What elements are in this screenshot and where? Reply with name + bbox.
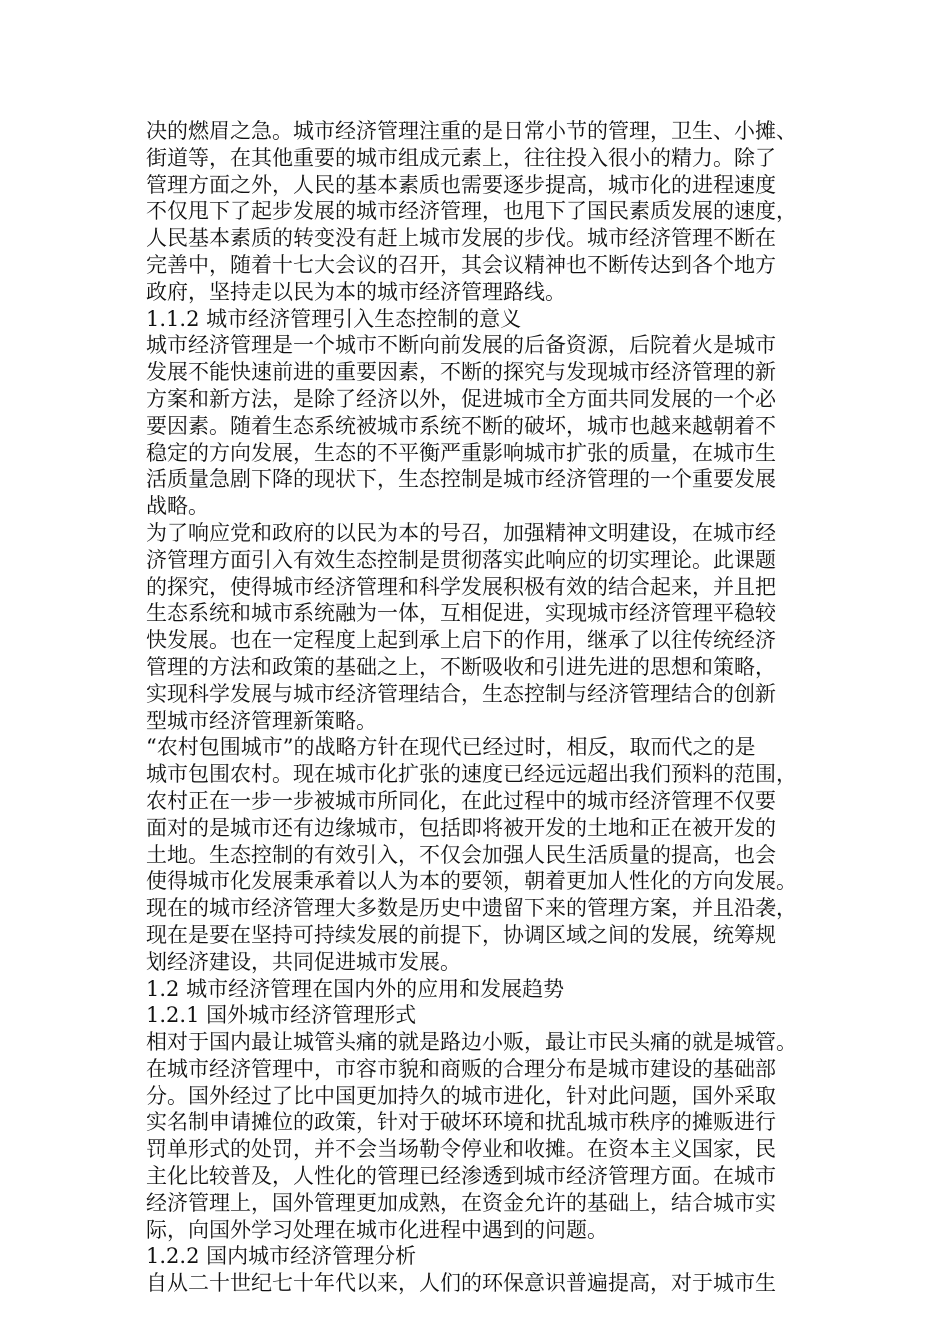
paragraph-line: 要因素。随着生态系统被城市系统不断的破坏，城市也越来越朝着不	[146, 413, 776, 438]
paragraph-line: 面对的是城市还有边缘城市，包括即将被开发的土地和正在被开发的	[146, 815, 776, 840]
paragraph-line: 际，向国外学习处理在城市化进程中遇到的问题。	[146, 1217, 608, 1242]
paragraph-line: 人民基本素质的转变没有赶上城市发展的步伐。城市经济管理不断在	[146, 226, 776, 251]
paragraph-line: 的探究，使得城市经济管理和科学发展积极有效的结合起来，并且把	[146, 574, 776, 599]
section-heading: 1.2 城市经济管理在国内外的应用和发展趋势	[146, 976, 565, 1001]
paragraph-line: 街道等，在其他重要的城市组成元素上，往往投入很小的精力。除了	[146, 145, 776, 170]
paragraph-line: 战略。	[146, 494, 209, 519]
paragraph-line: 实现科学发展与城市经济管理结合，生态控制与经济管理结合的创新	[146, 681, 776, 706]
paragraph-line: 分。国外经过了比中国更加持久的城市进化，针对此问题，国外采取	[146, 1083, 776, 1108]
paragraph-line: 决的燃眉之急。城市经济管理注重的是日常小节的管理，卫生、小摊、	[146, 119, 797, 143]
paragraph-line: 发展不能快速前进的重要因素，不断的探究与发现城市经济管理的新	[146, 360, 776, 385]
paragraph-line: 使得城市化发展秉承着以人为本的要领，朝着更加人性化的方向发展。	[146, 869, 797, 894]
paragraph-line: 型城市经济管理新策略。	[146, 708, 377, 733]
paragraph-line: 方案和新方法，是除了经济以外，促进城市全方面共同发展的一个必	[146, 386, 776, 411]
section-heading: 1.2.1 国外城市经济管理形式	[146, 1003, 417, 1028]
paragraph-line: 划经济建设，共同促进城市发展。	[146, 949, 461, 974]
section-heading: 1.2.2 国内城市经济管理分析	[146, 1244, 417, 1269]
paragraph-line: 稳定的方向发展，生态的不平衡严重影响城市扩张的质量，在城市生	[146, 440, 776, 465]
paragraph-line: 政府，坚持走以民为本的城市经济管理路线。	[146, 279, 566, 304]
paragraph-line: 活质量急剧下降的现状下，生态控制是城市经济管理的一个重要发展	[146, 467, 776, 492]
document-body	[146, 118, 818, 1297]
paragraph-line: 管理的方法和政策的基础之上，不断吸收和引进先进的思想和策略，	[146, 654, 776, 679]
paragraph-line: 土地。生态控制的有效引入，不仅会加强人民生活质量的提高，也会	[146, 842, 776, 867]
paragraph-line: 在城市经济管理中，市容市貌和商贩的合理分布是城市建设的基础部	[146, 1056, 776, 1081]
paragraph-line: 农村正在一步一步被城市所同化，在此过程中的城市经济管理不仅要	[146, 788, 776, 813]
paragraph-line: 罚单形式的处罚，并不会当场勒令停业和收摊。在资本主义国家，民	[146, 1137, 776, 1162]
paragraph-line: 城市经济管理是一个城市不断向前发展的后备资源，后院着火是城市	[146, 333, 776, 358]
paragraph-line: 管理方面之外，人民的基本素质也需要逐步提高，城市化的进程速度	[146, 172, 776, 197]
paragraph-line: 经济管理上，国外管理更加成熟，在资金允许的基础上，结合城市实	[146, 1190, 776, 1215]
paragraph-line: 现在的城市经济管理大多数是历史中遗留下来的管理方案，并且沿袭，	[146, 896, 797, 921]
paragraph-line: 自从二十世纪七十年代以来，人们的环保意识普遍提高，对于城市生	[146, 1271, 776, 1296]
paragraph-line: 济管理方面引入有效生态控制是贯彻落实此响应的切实理论。此课题	[146, 547, 776, 572]
paragraph-line: 生态系统和城市系统融为一体，互相促进，实现城市经济管理平稳较	[146, 601, 776, 626]
paragraph-line: 不仅甩下了起步发展的城市经济管理，也甩下了国民素质发展的速度，	[146, 199, 797, 224]
paragraph-line: 实名制申请摊位的政策，针对于破坏环境和扰乱城市秩序的摊贩进行	[146, 1110, 776, 1135]
paragraph-line: 完善中，随着十七大会议的召开，其会议精神也不断传达到各个地方	[146, 252, 776, 277]
paragraph-line: 城市包围农村。现在城市化扩张的速度已经远远超出我们预料的范围，	[146, 762, 797, 787]
paragraph-line: 相对于国内最让城管头痛的就是路边小贩，最让市民头痛的就是城管。	[146, 1030, 797, 1055]
paragraph-line: 为了响应党和政府的以民为本的号召，加强精神文明建设，在城市经	[146, 520, 776, 545]
paragraph-line: 主化比较普及，人性化的管理已经渗透到城市经济管理方面。在城市	[146, 1164, 776, 1189]
paragraph-line: 快发展。也在一定程度上起到承上启下的作用，继承了以往传统经济	[146, 628, 776, 653]
section-heading: 1.1.2 城市经济管理引入生态控制的意义	[146, 306, 522, 331]
paragraph-line: 现在是要在坚持可持续发展的前提下，协调区域之间的发展，统筹规	[146, 922, 776, 947]
paragraph-line: “农村包围城市”的战略方针在现代已经过时，相反，取而代之的是	[146, 735, 756, 760]
